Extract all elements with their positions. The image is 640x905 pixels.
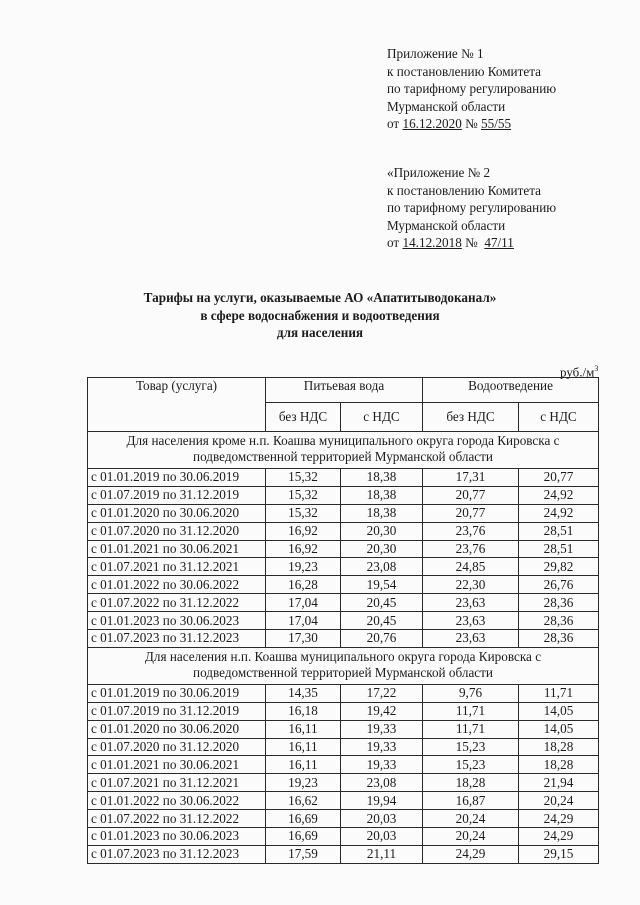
- water-with-vat-cell: 19,33: [341, 720, 423, 738]
- wastewater-without-vat-cell: 15,23: [423, 738, 519, 756]
- wastewater-with-vat-cell: 28,36: [519, 612, 599, 630]
- table-row: [88, 630, 599, 648]
- water-with-vat-cell: 18,38: [341, 469, 423, 487]
- water-with-vat-cell: 21,11: [341, 845, 423, 863]
- water-with-vat-cell: 20,45: [341, 594, 423, 612]
- wastewater-with-vat-cell: 24,29: [519, 810, 599, 828]
- appendix-1-header: [387, 45, 556, 133]
- table-row: [88, 558, 599, 576]
- wastewater-without-vat-cell: 16,87: [423, 792, 519, 810]
- date-prefix: от: [387, 116, 403, 132]
- table-row: [88, 828, 599, 846]
- appendix-2-date: 14.12.2018: [402, 235, 462, 251]
- wastewater-without-vat-cell: 20,77: [423, 504, 519, 522]
- wastewater-with-vat-cell: 14,05: [519, 720, 599, 738]
- wastewater-without-vat-cell: 23,63: [423, 594, 519, 612]
- period-cell: с 01.01.2020 по 30.06.2020: [88, 504, 266, 522]
- water-with-vat-cell: 19,94: [341, 792, 423, 810]
- wastewater-with-vat-cell: 28,51: [519, 522, 599, 540]
- wastewater-without-vat-cell: 9,76: [423, 684, 519, 702]
- period-cell: с 01.01.2022 по 30.06.2022: [88, 576, 266, 594]
- wastewater-without-vat-cell: 20,24: [423, 828, 519, 846]
- appendix-1-date: 16.12.2020: [402, 116, 462, 132]
- appendix-1-line: Мурманской области: [387, 98, 506, 114]
- title-line: для населения: [276, 325, 364, 340]
- water-with-vat-cell: 20,45: [341, 612, 423, 630]
- water-without-vat-cell: 15,32: [266, 486, 341, 504]
- appendix-2-number: 47/11: [484, 235, 514, 251]
- wastewater-with-vat-cell: 24,92: [519, 504, 599, 522]
- water-without-vat-cell: 17,04: [266, 612, 341, 630]
- header-drinking-water: Питьевая вода: [266, 378, 423, 403]
- wastewater-with-vat-cell: 18,28: [519, 756, 599, 774]
- period-cell: с 01.07.2022 по 31.12.2022: [88, 810, 266, 828]
- water-with-vat-cell: 18,38: [341, 486, 423, 504]
- appendix-1-number: 55/55: [481, 116, 512, 132]
- header-water-without-vat: без НДС: [266, 403, 341, 432]
- unit-superscript: 3: [594, 364, 599, 373]
- table-row: [88, 594, 599, 612]
- wastewater-without-vat-cell: 20,24: [423, 810, 519, 828]
- table-row: [88, 792, 599, 810]
- water-without-vat-cell: 16,11: [266, 720, 341, 738]
- wastewater-without-vat-cell: 23,76: [423, 540, 519, 558]
- number-prefix: №: [461, 116, 482, 132]
- appendix-1-line: к постановлению Комитета: [387, 63, 541, 79]
- water-with-vat-cell: 20,03: [341, 828, 423, 846]
- appendix-2-line: по тарифному регулированию: [387, 200, 557, 216]
- table-row: [88, 540, 599, 558]
- header-wastewater: Водоотведение: [423, 378, 599, 403]
- header-service: Товар (услуга): [88, 378, 266, 432]
- water-without-vat-cell: 16,11: [266, 756, 341, 774]
- period-cell: с 01.07.2021 по 31.12.2021: [88, 774, 266, 792]
- document-title: [0, 289, 640, 342]
- period-cell: с 01.07.2022 по 31.12.2022: [88, 594, 266, 612]
- water-with-vat-cell: 20,76: [341, 630, 423, 648]
- section-title: Для населения кроме н.п. Коашва муниципального округа города Кировска с подведомственной территорией Мурманской области: [88, 432, 599, 469]
- appendix-2-line: к постановлению Комитета: [387, 182, 541, 198]
- water-with-vat-cell: 19,54: [341, 576, 423, 594]
- wastewater-without-vat-cell: 24,29: [423, 845, 519, 863]
- date-prefix: от: [387, 235, 403, 251]
- water-without-vat-cell: 17,04: [266, 594, 341, 612]
- wastewater-with-vat-cell: 24,29: [519, 828, 599, 846]
- wastewater-with-vat-cell: 14,05: [519, 702, 599, 720]
- water-without-vat-cell: 16,92: [266, 540, 341, 558]
- water-without-vat-cell: 19,23: [266, 558, 341, 576]
- period-cell: с 01.07.2019 по 31.12.2019: [88, 486, 266, 504]
- water-without-vat-cell: 17,30: [266, 630, 341, 648]
- period-cell: с 01.07.2023 по 31.12.2023: [88, 630, 266, 648]
- water-with-vat-cell: 20,30: [341, 540, 423, 558]
- period-cell: с 01.07.2019 по 31.12.2019: [88, 702, 266, 720]
- wastewater-with-vat-cell: 20,24: [519, 792, 599, 810]
- table-header-row: [88, 378, 599, 403]
- wastewater-without-vat-cell: 23,63: [423, 612, 519, 630]
- table-row: [88, 810, 599, 828]
- wastewater-without-vat-cell: 17,31: [423, 469, 519, 487]
- table-row: [88, 504, 599, 522]
- period-cell: с 01.07.2020 по 31.12.2020: [88, 522, 266, 540]
- table-row: [88, 486, 599, 504]
- header-wastewater-without-vat: без НДС: [423, 403, 519, 432]
- number-prefix: №: [461, 235, 485, 251]
- wastewater-without-vat-cell: 11,71: [423, 702, 519, 720]
- wastewater-without-vat-cell: 20,77: [423, 486, 519, 504]
- wastewater-with-vat-cell: 20,77: [519, 469, 599, 487]
- section-header-row: [88, 432, 599, 469]
- water-with-vat-cell: 20,30: [341, 522, 423, 540]
- wastewater-without-vat-cell: 22,30: [423, 576, 519, 594]
- appendix-2-line: «Приложение № 2: [387, 165, 491, 180]
- appendix-2-date-line: [387, 234, 556, 252]
- wastewater-with-vat-cell: 26,76: [519, 576, 599, 594]
- period-cell: с 01.07.2023 по 31.12.2023: [88, 845, 266, 863]
- water-without-vat-cell: 19,23: [266, 774, 341, 792]
- wastewater-with-vat-cell: 28,51: [519, 540, 599, 558]
- water-without-vat-cell: 16,92: [266, 522, 341, 540]
- period-cell: с 01.07.2021 по 31.12.2021: [88, 558, 266, 576]
- period-cell: с 01.01.2019 по 30.06.2019: [88, 684, 266, 702]
- unit-text: руб./м: [560, 364, 595, 380]
- water-with-vat-cell: 19,33: [341, 738, 423, 756]
- water-without-vat-cell: 16,18: [266, 702, 341, 720]
- water-without-vat-cell: 16,69: [266, 810, 341, 828]
- period-cell: с 01.01.2022 по 30.06.2022: [88, 792, 266, 810]
- water-with-vat-cell: 17,22: [341, 684, 423, 702]
- section-title: Для населения н.п. Коашва муниципального округа города Кировска с подведомственной территорией Мурманской области: [88, 647, 599, 684]
- wastewater-with-vat-cell: 18,28: [519, 738, 599, 756]
- tariff-table-body: [88, 378, 599, 864]
- wastewater-with-vat-cell: 29,15: [519, 845, 599, 863]
- wastewater-with-vat-cell: 29,82: [519, 558, 599, 576]
- table-row: [88, 702, 599, 720]
- water-without-vat-cell: 16,11: [266, 738, 341, 756]
- water-with-vat-cell: 19,42: [341, 702, 423, 720]
- water-without-vat-cell: 15,32: [266, 504, 341, 522]
- water-with-vat-cell: 20,03: [341, 810, 423, 828]
- water-without-vat-cell: 14,35: [266, 684, 341, 702]
- wastewater-with-vat-cell: 28,36: [519, 630, 599, 648]
- tariff-table: [87, 377, 599, 864]
- period-cell: с 01.01.2020 по 30.06.2020: [88, 720, 266, 738]
- water-with-vat-cell: 18,38: [341, 504, 423, 522]
- water-without-vat-cell: 15,32: [266, 469, 341, 487]
- table-row: [88, 845, 599, 863]
- section-header-row: [88, 647, 599, 684]
- water-without-vat-cell: 17,59: [266, 845, 341, 863]
- water-without-vat-cell: 16,69: [266, 828, 341, 846]
- table-row: [88, 469, 599, 487]
- table-row: [88, 720, 599, 738]
- water-without-vat-cell: 16,62: [266, 792, 341, 810]
- wastewater-with-vat-cell: 28,36: [519, 594, 599, 612]
- appendix-2-line: Мурманской области: [387, 217, 506, 233]
- period-cell: с 01.01.2023 по 30.06.2023: [88, 612, 266, 630]
- title-line: Тарифы на услуги, оказываемые АО «Апатитыводоканал»: [143, 290, 497, 305]
- table-row: [88, 612, 599, 630]
- water-with-vat-cell: 23,08: [341, 774, 423, 792]
- period-cell: с 01.07.2020 по 31.12.2020: [88, 738, 266, 756]
- period-cell: с 01.01.2021 по 30.06.2021: [88, 540, 266, 558]
- wastewater-without-vat-cell: 11,71: [423, 720, 519, 738]
- appendix-1-date-line: [387, 115, 556, 133]
- appendix-1-line: по тарифному регулированию: [387, 81, 557, 97]
- table-row: [88, 756, 599, 774]
- period-cell: с 01.01.2021 по 30.06.2021: [88, 756, 266, 774]
- wastewater-without-vat-cell: 24,85: [423, 558, 519, 576]
- appendix-2-header: [387, 164, 556, 252]
- header-wastewater-with-vat: с НДС: [519, 403, 599, 432]
- wastewater-without-vat-cell: 23,63: [423, 630, 519, 648]
- appendix-1-line: Приложение № 1: [387, 46, 484, 61]
- wastewater-with-vat-cell: 11,71: [519, 684, 599, 702]
- water-with-vat-cell: 23,08: [341, 558, 423, 576]
- wastewater-without-vat-cell: 18,28: [423, 774, 519, 792]
- header-water-with-vat: с НДС: [341, 403, 423, 432]
- table-row: [88, 684, 599, 702]
- wastewater-with-vat-cell: 21,94: [519, 774, 599, 792]
- title-line: в сфере водоснабжения и водоотведения: [200, 307, 440, 323]
- table-row: [88, 738, 599, 756]
- wastewater-without-vat-cell: 15,23: [423, 756, 519, 774]
- table-row: [88, 576, 599, 594]
- period-cell: с 01.01.2023 по 30.06.2023: [88, 828, 266, 846]
- table-row: [88, 522, 599, 540]
- period-cell: с 01.01.2019 по 30.06.2019: [88, 469, 266, 487]
- water-without-vat-cell: 16,28: [266, 576, 341, 594]
- table-row: [88, 774, 599, 792]
- water-with-vat-cell: 19,33: [341, 756, 423, 774]
- wastewater-with-vat-cell: 24,92: [519, 486, 599, 504]
- wastewater-without-vat-cell: 23,76: [423, 522, 519, 540]
